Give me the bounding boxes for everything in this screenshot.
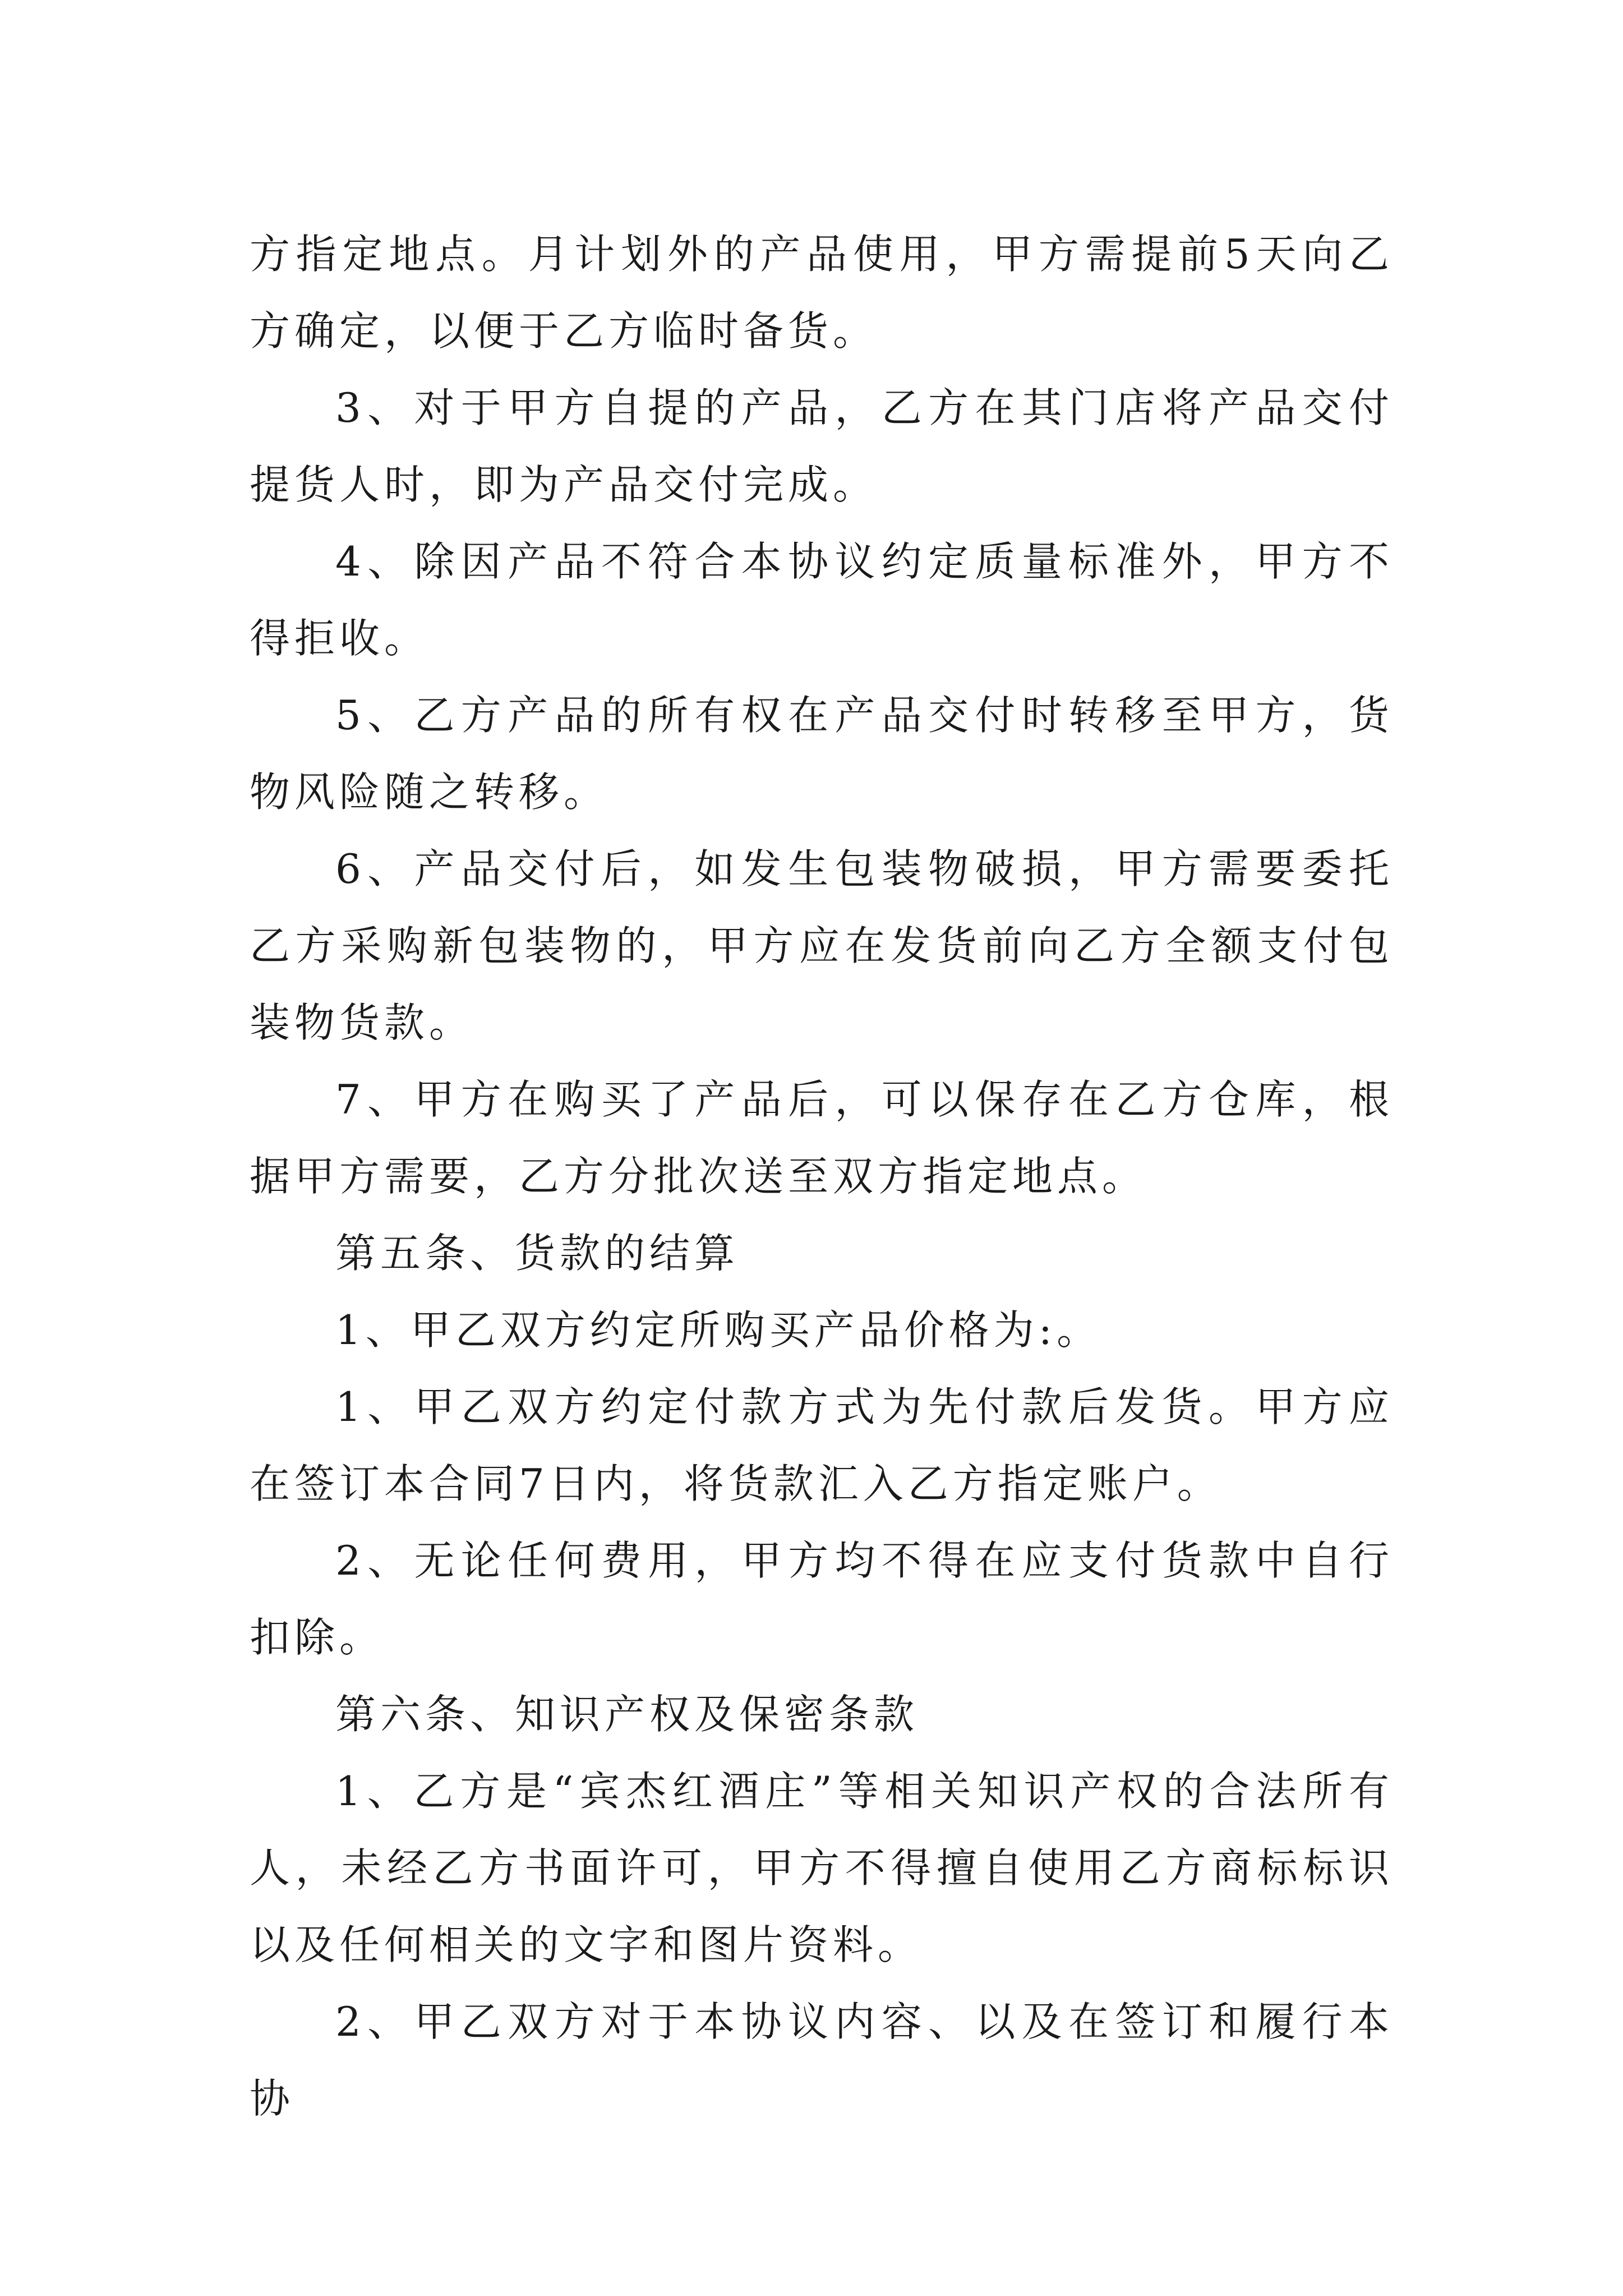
paragraph-article-5-price: 1、甲乙双方约定所购买产品价格为:。 xyxy=(335,1306,1102,1354)
section-heading-article-5: 第五条、货款的结算 xyxy=(335,1230,740,1277)
document-body xyxy=(250,216,1394,2137)
paragraph-clause-3-self-pickup: 3、对于甲方自提的产品，乙方在其门店将产品交付提货人时，即为产品交付完成。 xyxy=(250,384,1394,508)
paragraph-article-5-deduction: 2、无论任何费用，甲方均不得在应支付货款中自行扣除。 xyxy=(250,1537,1394,1661)
paragraph-clause-5-ownership: 5、乙方产品的所有权在产品交付时转移至甲方，货物风险随之转移。 xyxy=(250,692,1394,816)
paragraph-delivery-location: 方指定地点。月计划外的产品使用，甲方需提前5天向乙方确定，以便于乙方临时备货。 xyxy=(250,231,1394,355)
paragraph-article-6-ip: 1、乙方是“宾杰红酒庄”等相关知识产权的合法所有人，未经乙方书面许可，甲方不得擅自使用乙方商标标识以及任何相关的文字和图片资料。 xyxy=(250,1768,1394,1968)
paragraph-clause-6-packaging: 6、产品交付后，如发生包装物破损，甲方需要委托乙方采购新包装物的，甲方应在发货前向乙方全额支付包装物货款。 xyxy=(250,845,1394,1046)
paragraph-clause-7-storage: 7、甲方在购买了产品后，可以保存在乙方仓库，根据甲方需要，乙方分批次送至双方指定地点。 xyxy=(250,1076,1394,1200)
section-heading-article-6: 第六条、知识产权及保密条款 xyxy=(335,1691,919,1738)
paragraph-article-6-confidentiality: 2、甲乙双方对于本协议内容、以及在签订和履行本协 xyxy=(250,1998,1394,2122)
paragraph-clause-4-rejection: 4、除因产品不符合本协议约定质量标准外，甲方不得拒收。 xyxy=(250,538,1394,662)
paragraph-article-5-payment: 1、甲乙双方约定付款方式为先付款后发货。甲方应在签订本合同7日内，将货款汇入乙方指定账户。 xyxy=(250,1383,1394,1507)
